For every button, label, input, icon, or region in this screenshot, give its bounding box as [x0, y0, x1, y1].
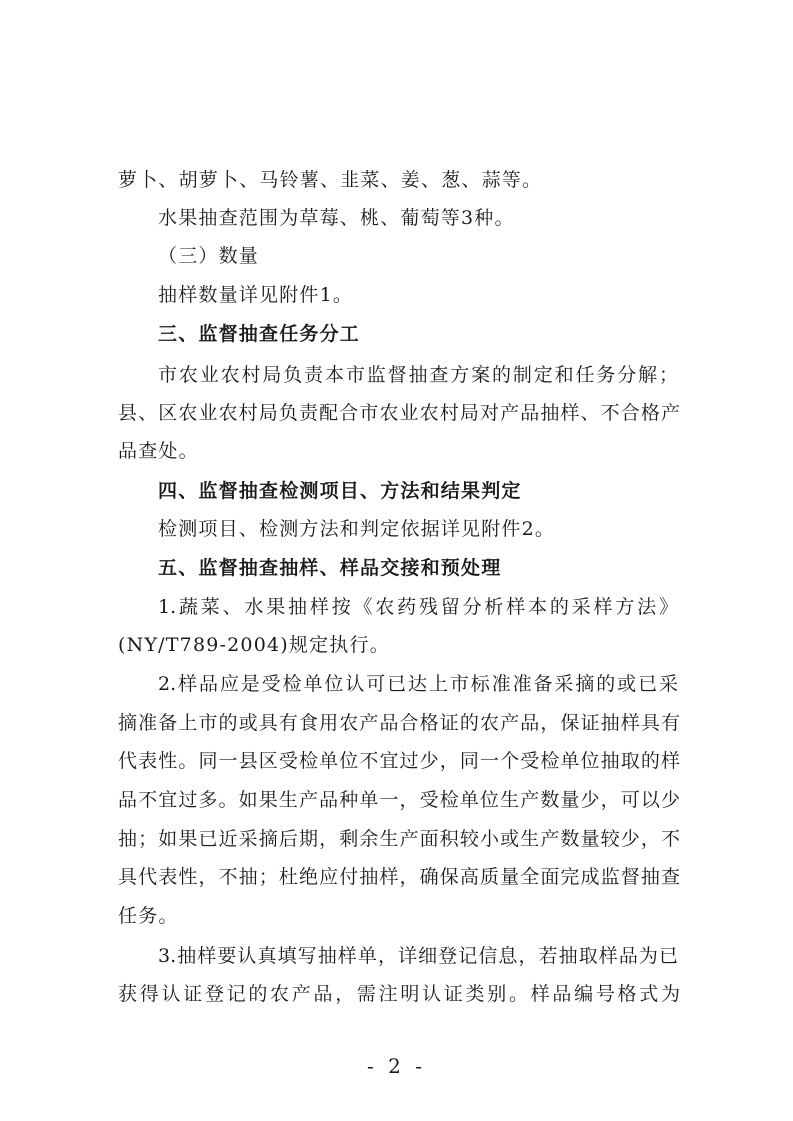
section-heading: 三、监督抽查任务分工	[158, 323, 361, 345]
page-number: - 2 -	[367, 1054, 426, 1078]
text-line: 2.样品应是受检单位认可已达上市标准准备采摘的或已采	[158, 673, 678, 695]
text-line: 抽样数量详见附件1。	[158, 284, 354, 306]
text-line: 萝卜、胡萝卜、马铃薯、韭菜、姜、葱、蒜等。	[118, 169, 543, 191]
text-line: 检测项目、检测方法和判定依据详见附件2。	[158, 518, 556, 540]
text-line: 品查处。	[118, 440, 199, 462]
text-line: 品不宜过多。如果生产品种单一，受检单位生产数量少，可以少	[118, 789, 680, 811]
text-line: 具代表性，不抽；杜绝应付抽样，确保高质量全面完成监督抽查	[118, 866, 680, 888]
text-line: 1.蔬菜、水果抽样按《农药残留分析样本的采样方法》	[158, 596, 678, 618]
subheading: （三）数量	[158, 245, 260, 267]
text-line: (NY/T789-2004)规定执行。	[118, 634, 390, 656]
section-heading: 五、监督抽查抽样、样品交接和预处理	[158, 557, 502, 579]
text-line: 市农业农村局负责本市监督抽查方案的制定和任务分解；	[158, 364, 678, 386]
text-line: 获得认证登记的农产品，需注明认证类别。样品编号格式为	[118, 983, 680, 1005]
text-line: 摘准备上市的或具有食用农产品合格证的农产品，保证抽样具有	[118, 712, 680, 734]
text-line: 水果抽查范围为草莓、桃、葡萄等3种。	[158, 207, 515, 229]
text-line: 县、区农业农村局负责配合市农业农村局对产品抽样、不合格产	[118, 402, 680, 424]
text-line: 代表性。同一县区受检单位不宜过少，同一个受检单位抽取的样	[118, 750, 680, 772]
section-heading: 四、监督抽查检测项目、方法和结果判定	[158, 480, 522, 502]
text-line: 任务。	[118, 905, 179, 927]
text-line: 抽；如果已近采摘后期，剩余生产面积较小或生产数量较少，不	[118, 828, 680, 850]
text-line: 3.抽样要认真填写抽样单，详细登记信息，若抽取样品为已	[158, 945, 678, 967]
